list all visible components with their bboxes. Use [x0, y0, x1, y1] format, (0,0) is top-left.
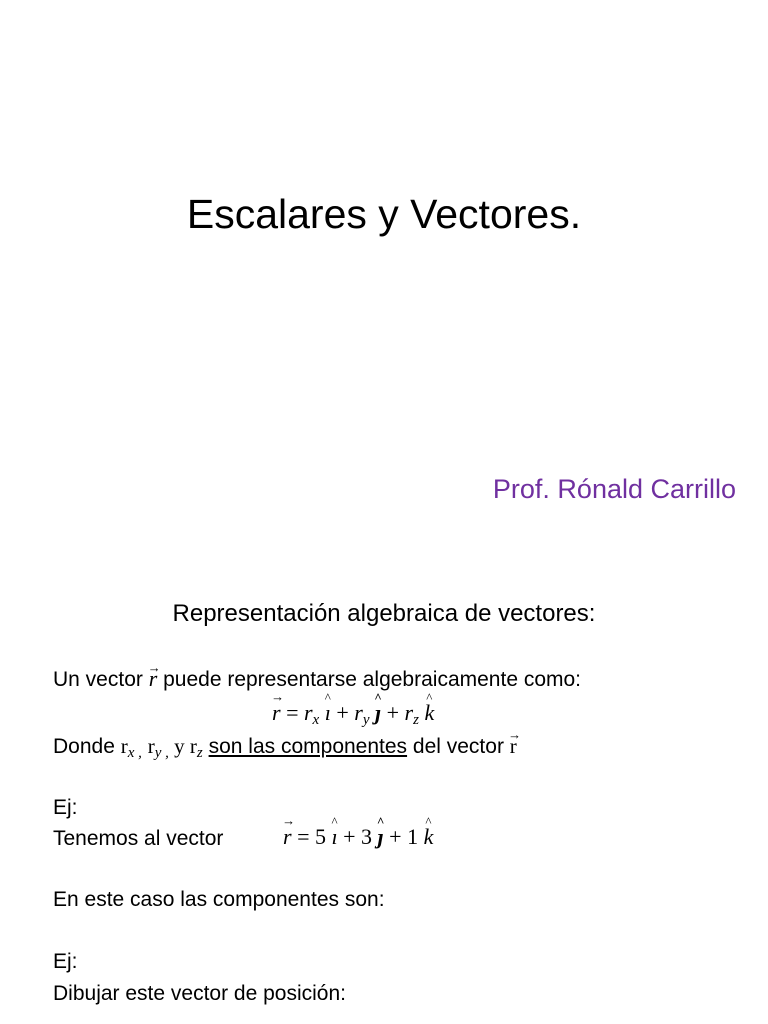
eq-rx-sub: x [312, 712, 320, 728]
intro-suffix: puede representarse algebraicamente como: [157, 668, 582, 691]
donde-rz: r [189, 734, 197, 758]
components-underlined: son las componentes [208, 735, 408, 758]
eq-ry: r [354, 700, 363, 725]
ex-k-hat: ^ k [424, 824, 434, 850]
eq-i-hat: ^ ı [325, 700, 331, 726]
dibujar-line: Dibujar este vector de posición: [53, 982, 346, 1005]
ex-j-hat: ^ ȷ [378, 824, 384, 850]
donde-y: y [168, 734, 190, 758]
example1-label: Ej: [53, 796, 78, 819]
donde-prefix: Donde [53, 735, 121, 758]
general-equation [272, 700, 434, 729]
eq-lhs: → r [272, 700, 281, 726]
eq-plus2: + [381, 700, 405, 725]
eq-plus1: + [330, 700, 355, 725]
donde-suffix: del vector [407, 735, 510, 758]
eq-k-hat: ^ k [424, 700, 434, 726]
eq-equals: = [280, 700, 304, 725]
donde-rz-sub: z [196, 745, 203, 761]
intro-line [53, 665, 581, 694]
section-heading: Representación algebraica de vectores: [172, 600, 596, 627]
donde-ry: r [147, 734, 155, 758]
eq-rz-sub: z [413, 712, 419, 728]
donde-rx-sub: x , [127, 745, 142, 761]
donde-line [53, 732, 517, 767]
ex-plus1: + 3 [337, 824, 378, 849]
donde-vector-r: → r [510, 732, 517, 760]
slide-title: Escalares y Vectores. [186, 191, 582, 237]
ex-lhs: → r [283, 824, 292, 850]
ex-i-hat: ^ ı [331, 824, 337, 850]
donde-rx: r [120, 734, 128, 758]
example2-label: Ej: [53, 950, 78, 973]
example-equation [283, 824, 433, 850]
tenemos-label: Tenemos al vector [53, 827, 224, 850]
ex-equals: = 5 [291, 824, 332, 849]
eq-ry-sub: y [362, 712, 370, 728]
intro-prefix: Un vector [53, 668, 149, 691]
componentes-line: En este caso las componentes son: [53, 888, 385, 911]
eq-j-hat: ^ ȷ [375, 700, 381, 726]
eq-rx: r [303, 700, 313, 725]
author-name: Prof. Rónald Carrillo [492, 474, 736, 504]
donde-ry-sub: y , [154, 745, 169, 761]
vector-r-symbol: → r [149, 665, 158, 693]
eq-rz: r [404, 700, 414, 725]
ex-plus2: + 1 [383, 824, 424, 849]
